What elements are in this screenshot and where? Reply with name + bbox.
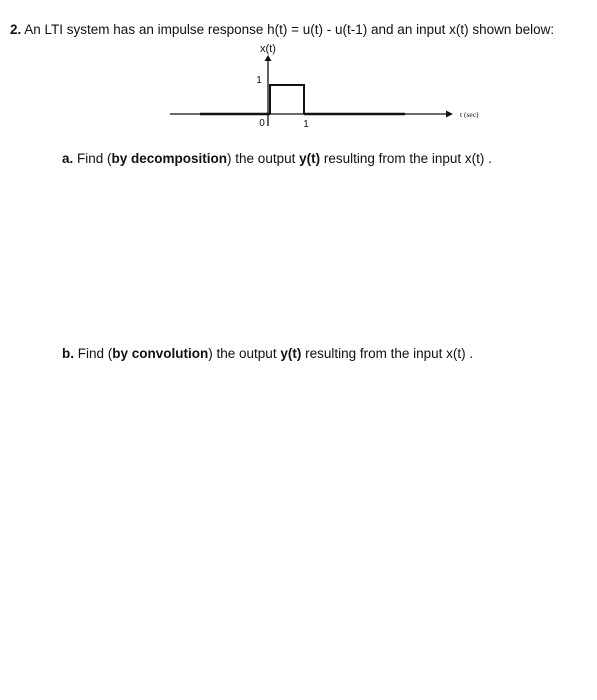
problem-text: An LTI system has an impulse response h(t) = u(t) - u(t-1) and an input x(t) shown below: [24,22,555,37]
input-signal-plot [160,40,500,140]
part-a-pre: Find ( [73,151,112,166]
part-b-mid: ) the output [208,346,281,361]
part-a-letter: a. [62,151,74,166]
y-axis-label: x(t) [260,43,276,55]
x-axis-label: t (sec) [460,110,479,119]
part-b-output: y(t) [280,346,302,361]
x-tick-label-1: 1 [303,119,309,130]
part-b-letter: b. [62,346,74,361]
part-b-method: by convolution [112,346,209,361]
part-a-method: by decomposition [111,151,228,166]
y-axis-arrowhead-icon [265,55,272,61]
part-b [62,346,473,361]
x-tick-label-0: 0 [259,118,265,129]
problem-number: 2. [10,22,22,37]
x-axis-arrowhead-icon [446,111,453,118]
problem-statement [10,22,554,37]
signal-pulse [270,85,304,114]
part-a-output: y(t) [299,151,321,166]
part-b-pre: Find ( [74,346,113,361]
part-a [62,151,492,166]
y-tick-label-1: 1 [256,75,262,86]
part-b-post: resulting from the input x(t) . [301,346,474,361]
part-a-post: resulting from the input x(t) . [320,151,492,166]
input-signal-svg [160,40,500,140]
part-a-mid: ) the output [227,151,300,166]
